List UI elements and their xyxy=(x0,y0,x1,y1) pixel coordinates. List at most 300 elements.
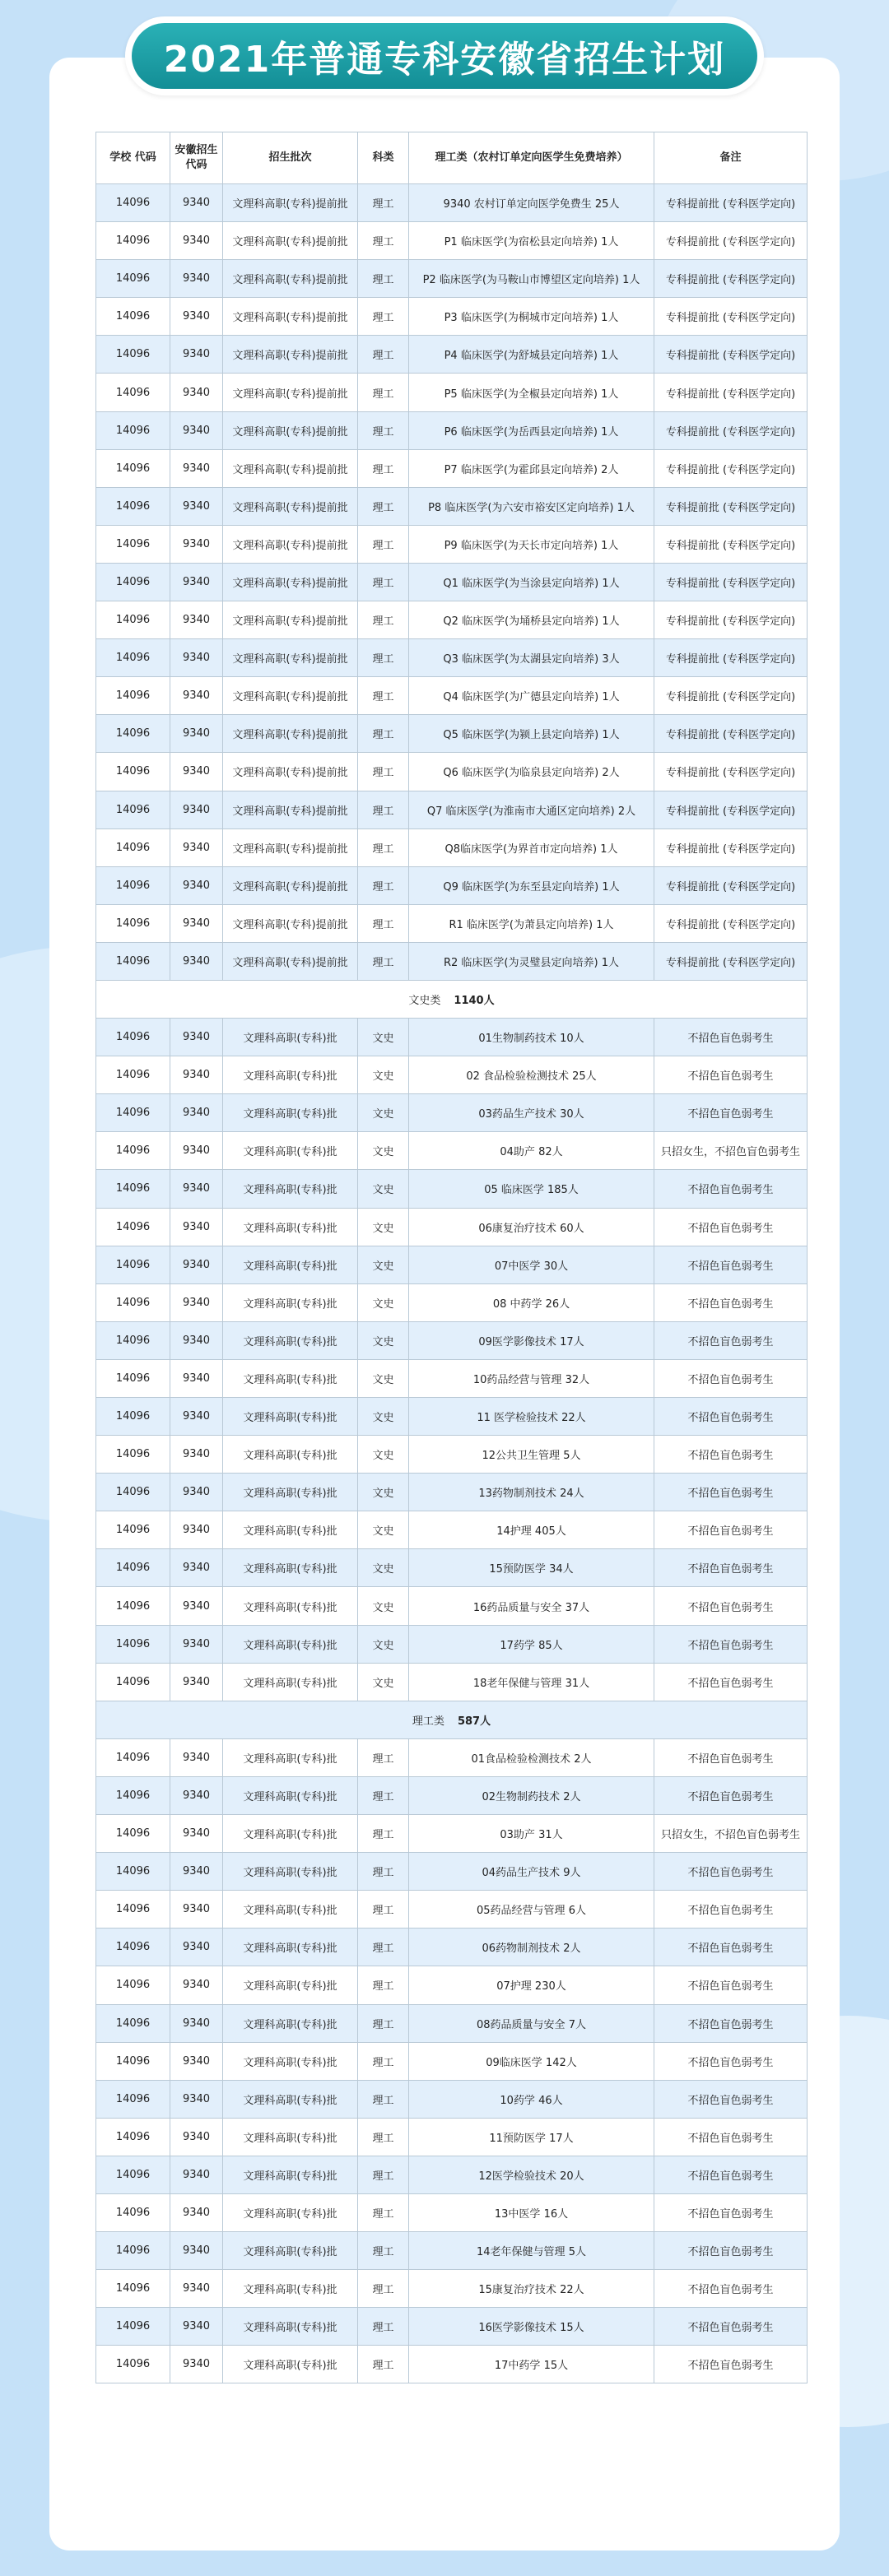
cell-category: 理工 xyxy=(358,753,409,791)
cell-batch: 文理科高职(专科)批 xyxy=(223,1398,358,1436)
cell-major: 15预防医学 34人 xyxy=(409,1549,654,1587)
cell-remarks: 不招色盲色弱考生 xyxy=(654,1966,808,2004)
cell-anhui-code: 9340 xyxy=(170,2308,223,2346)
cell-major: P8 临床医学(为六安市裕安区定向培养) 1人 xyxy=(409,487,654,525)
cell-batch: 文理科高职(专科)批 xyxy=(223,1170,358,1208)
cell-major: 17药学 85人 xyxy=(409,1625,654,1663)
cell-category: 文史 xyxy=(358,1208,409,1246)
cell-major: 16医学影像技术 15人 xyxy=(409,2308,654,2346)
cell-batch: 文理科高职(专科)批 xyxy=(223,2004,358,2042)
cell-major: 12公共卫生管理 5人 xyxy=(409,1436,654,1474)
cell-school-code: 14096 xyxy=(96,791,170,828)
cell-category: 文史 xyxy=(358,1359,409,1397)
cell-remarks: 专科提前批 (专科医学定向) xyxy=(654,184,808,222)
cell-category: 文史 xyxy=(358,1321,409,1359)
cell-school-code: 14096 xyxy=(96,1815,170,1853)
cell-major: P1 临床医学(为宿松县定向培养) 1人 xyxy=(409,222,654,260)
header-major: 理工类（农村订单定向医学生免费培养） xyxy=(409,132,654,184)
cell-category: 理工 xyxy=(358,904,409,942)
cell-batch: 文理科高职(专科)批 xyxy=(223,1359,358,1397)
cell-remarks: 不招色盲色弱考生 xyxy=(654,1398,808,1436)
cell-category: 理工 xyxy=(358,336,409,374)
table-row xyxy=(96,1549,808,1587)
cell-remarks: 不招色盲色弱考生 xyxy=(654,1359,808,1397)
table-row xyxy=(96,1132,808,1170)
cell-anhui-code: 9340 xyxy=(170,2346,223,2383)
cell-remarks: 不招色盲色弱考生 xyxy=(654,1094,808,1132)
cell-remarks: 不招色盲色弱考生 xyxy=(654,1321,808,1359)
cell-major: 18老年保健与管理 31人 xyxy=(409,1663,654,1701)
cell-major: Q5 临床医学(为颍上县定向培养) 1人 xyxy=(409,715,654,753)
cell-school-code: 14096 xyxy=(96,1511,170,1549)
cell-remarks: 不招色盲色弱考生 xyxy=(654,1474,808,1511)
cell-remarks: 不招色盲色弱考生 xyxy=(654,2156,808,2193)
table-row xyxy=(96,866,808,904)
cell-batch: 文理科高职(专科)提前批 xyxy=(223,677,358,715)
table-row xyxy=(96,2080,808,2118)
cell-remarks: 专科提前批 (专科医学定向) xyxy=(654,222,808,260)
cell-category: 文史 xyxy=(358,1511,409,1549)
cell-major: 02生物制药技术 2人 xyxy=(409,1776,654,1814)
header-remarks: 备注 xyxy=(654,132,808,184)
cell-batch: 文理科高职(专科)提前批 xyxy=(223,866,358,904)
cell-category: 理工 xyxy=(358,866,409,904)
table-row xyxy=(96,1056,808,1094)
cell-anhui-code: 9340 xyxy=(170,1549,223,1587)
cell-remarks: 专科提前批 (专科医学定向) xyxy=(654,639,808,677)
cell-anhui-code: 9340 xyxy=(170,828,223,866)
cell-major: 05 临床医学 185人 xyxy=(409,1170,654,1208)
cell-anhui-code: 9340 xyxy=(170,260,223,298)
cell-remarks: 不招色盲色弱考生 xyxy=(654,1208,808,1246)
table-row xyxy=(96,1474,808,1511)
cell-category: 理工 xyxy=(358,222,409,260)
cell-anhui-code: 9340 xyxy=(170,1966,223,2004)
section-label: 理工类 xyxy=(412,1715,444,1728)
cell-major: 14护理 405人 xyxy=(409,1511,654,1549)
cell-major: 10药品经营与管理 32人 xyxy=(409,1359,654,1397)
cell-major: 01食品检验检测技术 2人 xyxy=(409,1738,654,1776)
cell-remarks: 不招色盲色弱考生 xyxy=(654,2118,808,2156)
section-header xyxy=(96,1701,808,1738)
cell-remarks: 不招色盲色弱考生 xyxy=(654,1853,808,1891)
cell-batch: 文理科高职(专科)批 xyxy=(223,2042,358,2080)
cell-remarks: 不招色盲色弱考生 xyxy=(654,2346,808,2383)
cell-anhui-code: 9340 xyxy=(170,411,223,449)
cell-batch: 文理科高职(专科)批 xyxy=(223,1208,358,1246)
cell-major: 05药品经营与管理 6人 xyxy=(409,1891,654,1929)
cell-school-code: 14096 xyxy=(96,1474,170,1511)
table-row xyxy=(96,791,808,828)
cell-anhui-code: 9340 xyxy=(170,1511,223,1549)
table-row xyxy=(96,2042,808,2080)
cell-batch: 文理科高职(专科)批 xyxy=(223,1019,358,1056)
cell-anhui-code: 9340 xyxy=(170,1094,223,1132)
cell-remarks: 专科提前批 (专科医学定向) xyxy=(654,260,808,298)
table-row xyxy=(96,336,808,374)
cell-school-code: 14096 xyxy=(96,2080,170,2118)
cell-category: 理工 xyxy=(358,449,409,487)
cell-school-code: 14096 xyxy=(96,866,170,904)
title-banner xyxy=(125,16,764,95)
cell-anhui-code: 9340 xyxy=(170,449,223,487)
cell-category: 理工 xyxy=(358,639,409,677)
table-row xyxy=(96,1321,808,1359)
cell-batch: 文理科高职(专科)批 xyxy=(223,1853,358,1891)
table-row xyxy=(96,222,808,260)
cell-major: Q2 临床医学(为埇桥县定向培养) 1人 xyxy=(409,601,654,639)
cell-batch: 文理科高职(专科)提前批 xyxy=(223,904,358,942)
table-row xyxy=(96,1170,808,1208)
cell-category: 文史 xyxy=(358,1056,409,1094)
cell-anhui-code: 9340 xyxy=(170,639,223,677)
cell-school-code: 14096 xyxy=(96,1208,170,1246)
cell-school-code: 14096 xyxy=(96,1891,170,1929)
cell-anhui-code: 9340 xyxy=(170,336,223,374)
cell-major: 04药品生产技术 9人 xyxy=(409,1853,654,1891)
cell-category: 理工 xyxy=(358,1738,409,1776)
cell-school-code: 14096 xyxy=(96,715,170,753)
table-row xyxy=(96,1359,808,1397)
table-row xyxy=(96,2270,808,2308)
cell-remarks: 专科提前批 (专科医学定向) xyxy=(654,487,808,525)
cell-remarks: 不招色盲色弱考生 xyxy=(654,1549,808,1587)
cell-anhui-code: 9340 xyxy=(170,1587,223,1625)
cell-category: 理工 xyxy=(358,1891,409,1929)
cell-batch: 文理科高职(专科)批 xyxy=(223,1132,358,1170)
cell-anhui-code: 9340 xyxy=(170,184,223,222)
cell-category: 理工 xyxy=(358,2193,409,2231)
cell-anhui-code: 9340 xyxy=(170,1663,223,1701)
table-row xyxy=(96,525,808,563)
cell-school-code: 14096 xyxy=(96,336,170,374)
cell-batch: 文理科高职(专科)批 xyxy=(223,2232,358,2270)
cell-category: 文史 xyxy=(358,1663,409,1701)
cell-major: P4 临床医学(为舒城县定向培养) 1人 xyxy=(409,336,654,374)
cell-anhui-code: 9340 xyxy=(170,1019,223,1056)
cell-anhui-code: 9340 xyxy=(170,2156,223,2193)
cell-category: 理工 xyxy=(358,942,409,980)
cell-remarks: 不招色盲色弱考生 xyxy=(654,1929,808,1966)
table-row xyxy=(96,1246,808,1283)
cell-batch: 文理科高职(专科)批 xyxy=(223,1056,358,1094)
cell-school-code: 14096 xyxy=(96,2004,170,2042)
table-row xyxy=(96,1019,808,1056)
cell-school-code: 14096 xyxy=(96,753,170,791)
cell-batch: 文理科高职(专科)提前批 xyxy=(223,298,358,336)
cell-major: Q8临床医学(为界首市定向培养) 1人 xyxy=(409,828,654,866)
cell-batch: 文理科高职(专科)批 xyxy=(223,1094,358,1132)
table-row xyxy=(96,904,808,942)
cell-anhui-code: 9340 xyxy=(170,1170,223,1208)
table-row xyxy=(96,563,808,601)
cell-batch: 文理科高职(专科)批 xyxy=(223,1929,358,1966)
cell-major: 07中医学 30人 xyxy=(409,1246,654,1283)
section-count: 587人 xyxy=(457,1715,491,1728)
cell-school-code: 14096 xyxy=(96,1019,170,1056)
cell-category: 文史 xyxy=(358,1436,409,1474)
cell-anhui-code: 9340 xyxy=(170,791,223,828)
cell-batch: 文理科高职(专科)批 xyxy=(223,1246,358,1283)
cell-batch: 文理科高职(专科)提前批 xyxy=(223,639,358,677)
cell-remarks: 专科提前批 (专科医学定向) xyxy=(654,374,808,411)
cell-remarks: 专科提前批 (专科医学定向) xyxy=(654,449,808,487)
cell-remarks: 不招色盲色弱考生 xyxy=(654,1436,808,1474)
cell-remarks: 专科提前批 (专科医学定向) xyxy=(654,601,808,639)
cell-major: Q7 临床医学(为淮南市大通区定向培养) 2人 xyxy=(409,791,654,828)
cell-batch: 文理科高职(专科)批 xyxy=(223,1474,358,1511)
cell-school-code: 14096 xyxy=(96,2270,170,2308)
cell-batch: 文理科高职(专科)批 xyxy=(223,2156,358,2193)
cell-category: 理工 xyxy=(358,411,409,449)
cell-major: 06药物制剂技术 2人 xyxy=(409,1929,654,1966)
table-row xyxy=(96,715,808,753)
cell-school-code: 14096 xyxy=(96,1587,170,1625)
cell-category: 理工 xyxy=(358,525,409,563)
cell-anhui-code: 9340 xyxy=(170,1776,223,1814)
cell-anhui-code: 9340 xyxy=(170,222,223,260)
cell-anhui-code: 9340 xyxy=(170,1853,223,1891)
cell-school-code: 14096 xyxy=(96,374,170,411)
cell-batch: 文理科高职(专科)批 xyxy=(223,1966,358,2004)
cell-category: 理工 xyxy=(358,1776,409,1814)
cell-batch: 文理科高职(专科)批 xyxy=(223,1738,358,1776)
cell-batch: 文理科高职(专科)批 xyxy=(223,1549,358,1587)
cell-batch: 文理科高职(专科)提前批 xyxy=(223,336,358,374)
cell-major: 13药物制剂技术 24人 xyxy=(409,1474,654,1511)
cell-batch: 文理科高职(专科)提前批 xyxy=(223,715,358,753)
cell-school-code: 14096 xyxy=(96,2042,170,2080)
cell-major: P5 临床医学(为全椒县定向培养) 1人 xyxy=(409,374,654,411)
cell-batch: 文理科高职(专科)批 xyxy=(223,1511,358,1549)
table-row xyxy=(96,639,808,677)
table-row xyxy=(96,753,808,791)
table-row xyxy=(96,2308,808,2346)
table-row xyxy=(96,2193,808,2231)
cell-category: 理工 xyxy=(358,2080,409,2118)
cell-major: 9340 农村订单定向医学免费生 25人 xyxy=(409,184,654,222)
cell-category: 理工 xyxy=(358,601,409,639)
cell-remarks: 不招色盲色弱考生 xyxy=(654,2232,808,2270)
cell-remarks: 专科提前批 (专科医学定向) xyxy=(654,904,808,942)
table-row xyxy=(96,1208,808,1246)
table-row xyxy=(96,1398,808,1436)
section-count: 1140人 xyxy=(454,995,495,1008)
cell-category: 理工 xyxy=(358,260,409,298)
section-header-row xyxy=(96,1701,808,1738)
cell-batch: 文理科高职(专科)批 xyxy=(223,1625,358,1663)
cell-anhui-code: 9340 xyxy=(170,715,223,753)
cell-school-code: 14096 xyxy=(96,1776,170,1814)
cell-remarks: 专科提前批 (专科医学定向) xyxy=(654,715,808,753)
cell-category: 理工 xyxy=(358,2004,409,2042)
cell-batch: 文理科高职(专科)提前批 xyxy=(223,260,358,298)
cell-school-code: 14096 xyxy=(96,677,170,715)
cell-major: 16药品质量与安全 37人 xyxy=(409,1587,654,1625)
cell-school-code: 14096 xyxy=(96,449,170,487)
cell-batch: 文理科高职(专科)批 xyxy=(223,1436,358,1474)
cell-remarks: 不招色盲色弱考生 xyxy=(654,1587,808,1625)
table-row xyxy=(96,1511,808,1549)
cell-category: 理工 xyxy=(358,1815,409,1853)
cell-category: 理工 xyxy=(358,487,409,525)
cell-remarks: 不招色盲色弱考生 xyxy=(654,1056,808,1094)
cell-batch: 文理科高职(专科)提前批 xyxy=(223,184,358,222)
table-row xyxy=(96,2232,808,2270)
cell-major: Q6 临床医学(为临泉县定向培养) 2人 xyxy=(409,753,654,791)
cell-category: 文史 xyxy=(358,1549,409,1587)
cell-school-code: 14096 xyxy=(96,1966,170,2004)
cell-batch: 文理科高职(专科)提前批 xyxy=(223,601,358,639)
cell-remarks: 只招女生，不招色盲色弱考生 xyxy=(654,1132,808,1170)
cell-major: Q9 临床医学(为东至县定向培养) 1人 xyxy=(409,866,654,904)
cell-school-code: 14096 xyxy=(96,1398,170,1436)
cell-school-code: 14096 xyxy=(96,2156,170,2193)
table-row xyxy=(96,2156,808,2193)
cell-batch: 文理科高职(专科)批 xyxy=(223,1587,358,1625)
cell-anhui-code: 9340 xyxy=(170,1246,223,1283)
header-school-code: 学校 代码 xyxy=(96,132,170,184)
table-row xyxy=(96,298,808,336)
table-row xyxy=(96,1663,808,1701)
cell-remarks: 专科提前批 (专科医学定向) xyxy=(654,791,808,828)
cell-anhui-code: 9340 xyxy=(170,298,223,336)
cell-category: 理工 xyxy=(358,2270,409,2308)
table-row xyxy=(96,411,808,449)
table-row xyxy=(96,942,808,980)
cell-batch: 文理科高职(专科)批 xyxy=(223,1815,358,1853)
table-row xyxy=(96,1853,808,1891)
cell-school-code: 14096 xyxy=(96,601,170,639)
cell-anhui-code: 9340 xyxy=(170,1056,223,1094)
cell-remarks: 不招色盲色弱考生 xyxy=(654,1776,808,1814)
cell-major: 17中药学 15人 xyxy=(409,2346,654,2383)
cell-category: 文史 xyxy=(358,1246,409,1283)
cell-remarks: 专科提前批 (专科医学定向) xyxy=(654,753,808,791)
cell-remarks: 专科提前批 (专科医学定向) xyxy=(654,298,808,336)
table-row xyxy=(96,677,808,715)
cell-school-code: 14096 xyxy=(96,1436,170,1474)
cell-school-code: 14096 xyxy=(96,2118,170,2156)
cell-school-code: 14096 xyxy=(96,904,170,942)
cell-major: 10药学 46人 xyxy=(409,2080,654,2118)
cell-school-code: 14096 xyxy=(96,260,170,298)
cell-major: 01生物制药技术 10人 xyxy=(409,1019,654,1056)
cell-batch: 文理科高职(专科)批 xyxy=(223,1776,358,1814)
cell-remarks: 不招色盲色弱考生 xyxy=(654,1170,808,1208)
table-row xyxy=(96,2346,808,2383)
cell-batch: 文理科高职(专科)提前批 xyxy=(223,449,358,487)
cell-batch: 文理科高职(专科)批 xyxy=(223,2346,358,2383)
table-row xyxy=(96,2004,808,2042)
cell-anhui-code: 9340 xyxy=(170,2118,223,2156)
cell-remarks: 专科提前批 (专科医学定向) xyxy=(654,336,808,374)
cell-remarks: 不招色盲色弱考生 xyxy=(654,1246,808,1283)
table-row xyxy=(96,1436,808,1474)
cell-major: P7 临床医学(为霍邱县定向培养) 2人 xyxy=(409,449,654,487)
cell-anhui-code: 9340 xyxy=(170,1929,223,1966)
cell-batch: 文理科高职(专科)提前批 xyxy=(223,563,358,601)
cell-anhui-code: 9340 xyxy=(170,1625,223,1663)
table-header-row xyxy=(96,132,808,184)
cell-batch: 文理科高职(专科)批 xyxy=(223,1321,358,1359)
cell-anhui-code: 9340 xyxy=(170,1474,223,1511)
cell-category: 文史 xyxy=(358,1283,409,1321)
cell-category: 理工 xyxy=(358,715,409,753)
cell-batch: 文理科高职(专科)提前批 xyxy=(223,828,358,866)
table-row xyxy=(96,1929,808,1966)
cell-major: Q4 临床医学(为广德县定向培养) 1人 xyxy=(409,677,654,715)
cell-anhui-code: 9340 xyxy=(170,1436,223,1474)
cell-anhui-code: 9340 xyxy=(170,1738,223,1776)
cell-batch: 文理科高职(专科)提前批 xyxy=(223,374,358,411)
cell-remarks: 不招色盲色弱考生 xyxy=(654,2270,808,2308)
header-batch: 招生批次 xyxy=(223,132,358,184)
cell-remarks: 专科提前批 (专科医学定向) xyxy=(654,525,808,563)
cell-remarks: 不招色盲色弱考生 xyxy=(654,1019,808,1056)
cell-category: 理工 xyxy=(358,677,409,715)
cell-major: 04助产 82人 xyxy=(409,1132,654,1170)
cell-anhui-code: 9340 xyxy=(170,2193,223,2231)
table-row xyxy=(96,260,808,298)
cell-category: 理工 xyxy=(358,1853,409,1891)
table-body xyxy=(96,184,808,2383)
table-row xyxy=(96,1283,808,1321)
cell-category: 理工 xyxy=(358,298,409,336)
cell-major: Q3 临床医学(为太湖县定向培养) 3人 xyxy=(409,639,654,677)
cell-anhui-code: 9340 xyxy=(170,2004,223,2042)
cell-school-code: 14096 xyxy=(96,1283,170,1321)
cell-school-code: 14096 xyxy=(96,1170,170,1208)
cell-anhui-code: 9340 xyxy=(170,487,223,525)
cell-remarks: 不招色盲色弱考生 xyxy=(654,2193,808,2231)
table-row xyxy=(96,601,808,639)
cell-category: 文史 xyxy=(358,1170,409,1208)
cell-school-code: 14096 xyxy=(96,1738,170,1776)
cell-major: 07护理 230人 xyxy=(409,1966,654,2004)
cell-anhui-code: 9340 xyxy=(170,1132,223,1170)
cell-major: 09医学影像技术 17人 xyxy=(409,1321,654,1359)
cell-remarks: 专科提前批 (专科医学定向) xyxy=(654,677,808,715)
cell-batch: 文理科高职(专科)提前批 xyxy=(223,222,358,260)
table-row xyxy=(96,184,808,222)
cell-category: 文史 xyxy=(358,1587,409,1625)
cell-school-code: 14096 xyxy=(96,1929,170,1966)
cell-major: P2 临床医学(为马鞍山市博望区定向培养) 1人 xyxy=(409,260,654,298)
cell-remarks: 专科提前批 (专科医学定向) xyxy=(654,563,808,601)
cell-major: 08药品质量与安全 7人 xyxy=(409,2004,654,2042)
cell-category: 文史 xyxy=(358,1625,409,1663)
cell-remarks: 不招色盲色弱考生 xyxy=(654,2080,808,2118)
table-row xyxy=(96,1815,808,1853)
cell-school-code: 14096 xyxy=(96,942,170,980)
cell-anhui-code: 9340 xyxy=(170,2042,223,2080)
cell-remarks: 不招色盲色弱考生 xyxy=(654,1625,808,1663)
cell-batch: 文理科高职(专科)批 xyxy=(223,1663,358,1701)
header-anhui-code: 安徽招生代码 xyxy=(170,132,223,184)
cell-anhui-code: 9340 xyxy=(170,866,223,904)
cell-batch: 文理科高职(专科)提前批 xyxy=(223,411,358,449)
header-category: 科类 xyxy=(358,132,409,184)
cell-remarks: 只招女生，不招色盲色弱考生 xyxy=(654,1815,808,1853)
cell-school-code: 14096 xyxy=(96,2232,170,2270)
cell-major: 11预防医学 17人 xyxy=(409,2118,654,2156)
page-title: 2021年普通专科安徽省招生计划 xyxy=(163,39,726,81)
cell-anhui-code: 9340 xyxy=(170,2270,223,2308)
cell-batch: 文理科高职(专科)批 xyxy=(223,2270,358,2308)
cell-category: 文史 xyxy=(358,1019,409,1056)
cell-category: 文史 xyxy=(358,1474,409,1511)
